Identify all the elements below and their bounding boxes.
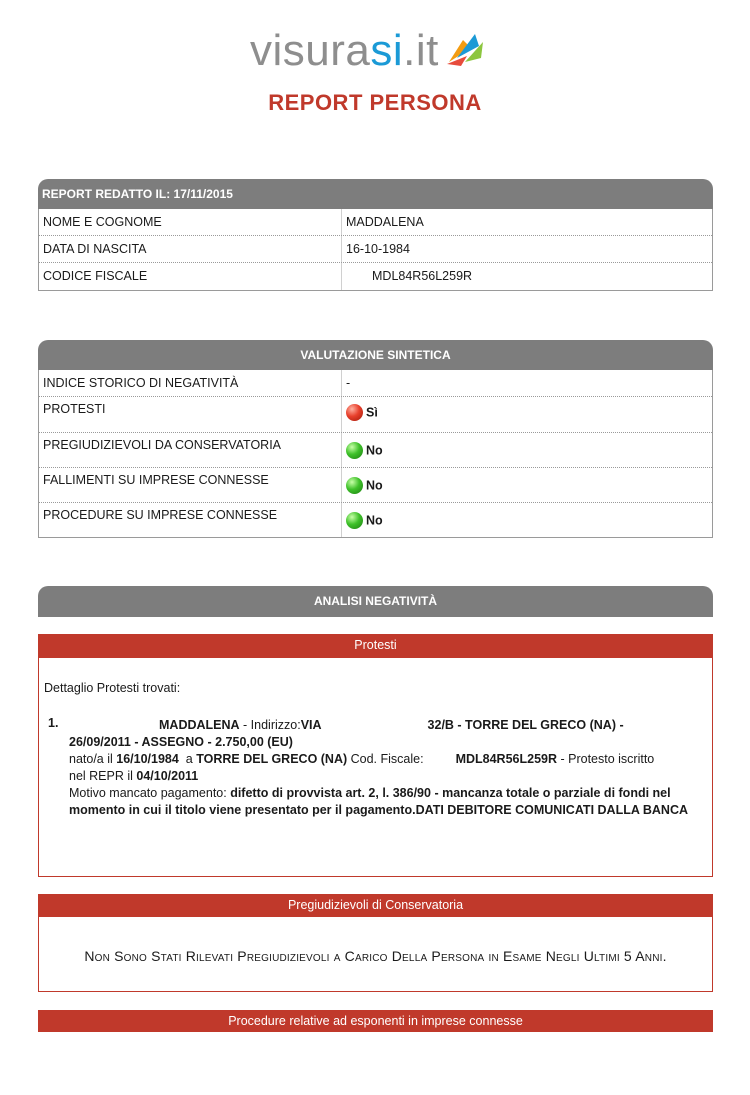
row-label: DATA DI NASCITA	[39, 236, 342, 262]
table-row	[39, 503, 712, 537]
leaf-logo-icon	[445, 28, 487, 68]
row-label: PREGIUDIZIEVOLI DA CONSERVATORIA	[39, 433, 342, 467]
pregiudizievoli-header: Pregiudizievoli di Conservatoria	[38, 894, 713, 916]
protesto-line-2: 26/09/2011 - ASSEGNO - 2.750,00 (EU)	[69, 735, 293, 749]
table-row	[39, 468, 712, 503]
green-status-icon	[346, 442, 363, 459]
row-label: INDICE STORICO DI NEGATIVITÀ	[39, 370, 342, 396]
procedure-header: Procedure relative ad esponenti in imprese connesse	[38, 1010, 713, 1032]
logo-part-visura: visura	[250, 26, 371, 75]
row-value: -	[346, 376, 351, 390]
row-label: CODICE FISCALE	[39, 263, 342, 290]
status-cell	[342, 397, 712, 432]
protesto-motivo: Motivo mancato pagamento: difetto di provvista art. 2, l. 386/90 - mancanza totale o parziale di fondi nel momento in cui il titolo viene presentato per il pagamento.DATI DEBITORE COMUNICATI DALLA BANCA	[69, 786, 689, 817]
row-label: NOME E COGNOME	[39, 209, 342, 235]
row-value: 16-10-1984	[346, 242, 410, 256]
red-status-icon	[346, 404, 363, 421]
row-value: MADDALENA	[346, 215, 424, 229]
protesti-header: Protesti	[38, 634, 713, 657]
table-row	[39, 397, 712, 433]
pregiudizievoli-box	[38, 916, 713, 992]
status-cell	[342, 433, 712, 467]
pregiudizievoli-text: Non Sono Stati Rilevati Pregiudizievoli a Carico Della Persona in Esame Negli Ultimi 5 Anni.	[84, 948, 667, 964]
protesto-item-number: 1.	[48, 716, 59, 730]
row-label: PROTESTI	[39, 397, 342, 432]
green-status-icon	[346, 477, 363, 494]
row-value: MDL84R56L259R	[372, 269, 473, 283]
valutazione-table	[38, 370, 713, 538]
valutazione-header: VALUTAZIONE SINTETICA	[38, 340, 713, 370]
green-status-icon	[346, 512, 363, 529]
status-cell	[342, 503, 712, 537]
protesti-intro: Dettaglio Protesti trovati:	[44, 681, 181, 695]
logo-text	[250, 26, 439, 76]
protesto-line-1: MADDALENA - Indirizzo:VIA 32/B - TORRE DEL GRECO (NA) -	[159, 718, 624, 732]
protesto-item	[69, 717, 709, 819]
table-row	[39, 263, 712, 290]
table-row	[39, 236, 712, 263]
table-row	[39, 370, 712, 397]
protesto-line-4: nel REPR il 04/10/2011	[69, 769, 199, 783]
page-title: REPORT PERSONA	[268, 90, 482, 115]
status-value: No	[366, 478, 383, 493]
protesto-line-3: nato/a il 16/10/1984 a TORRE DEL GRECO (NA) Cod. Fiscale: MDL84R56L259R - Protesto iscritto	[69, 752, 655, 766]
row-label: PROCEDURE SU IMPRESE CONNESSE	[39, 503, 342, 537]
report-date-header: REPORT REDATTO IL: 17/11/2015	[38, 179, 713, 209]
logo-part-it: .it	[403, 26, 439, 75]
row-label: FALLIMENTI SU IMPRESE CONNESSE	[39, 468, 342, 502]
table-row	[39, 209, 712, 236]
protesti-box	[38, 657, 713, 877]
status-value: Sì	[366, 405, 378, 420]
report-info-table	[38, 209, 713, 291]
status-cell	[342, 468, 712, 502]
status-value: No	[366, 443, 383, 458]
analisi-header: ANALISI NEGATIVITÀ	[38, 586, 713, 617]
visurasi-logo	[250, 26, 487, 76]
table-row	[39, 433, 712, 468]
logo-part-si: si	[370, 26, 404, 75]
status-value: No	[366, 513, 383, 528]
